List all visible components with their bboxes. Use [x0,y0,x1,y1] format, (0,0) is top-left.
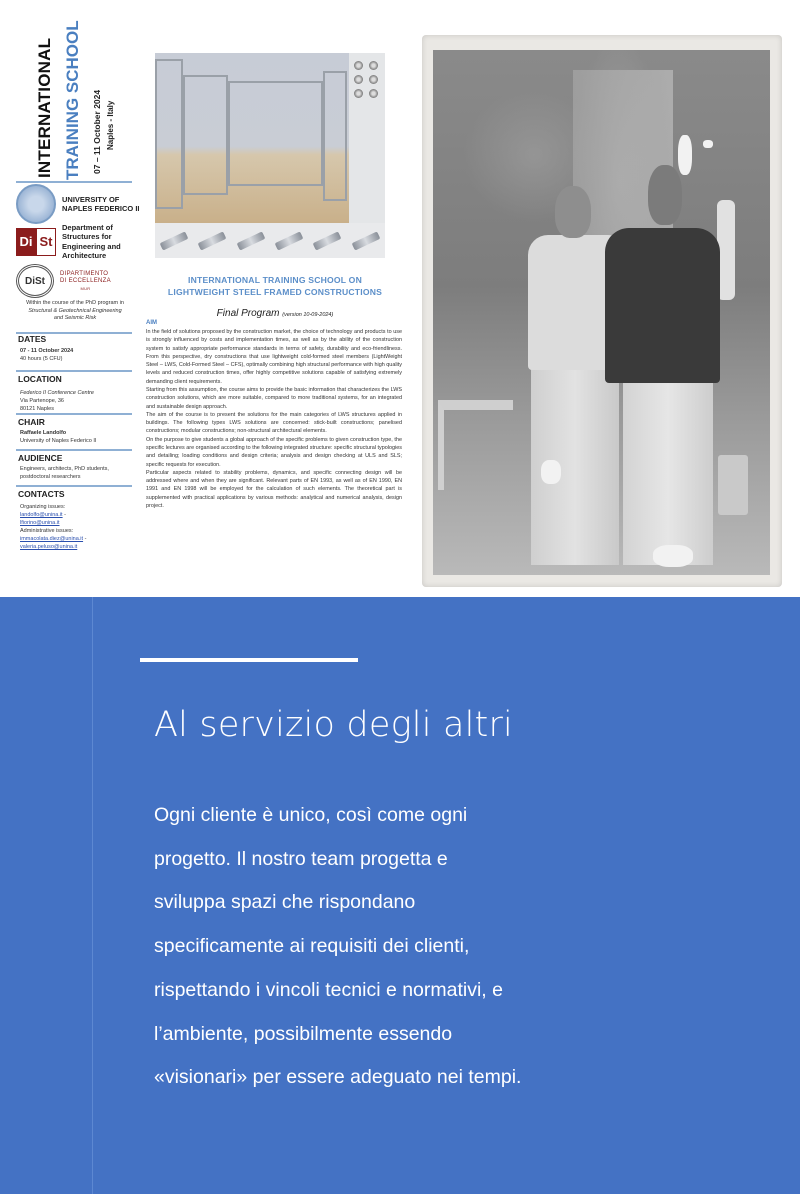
department-name: Department of Structures for Engineering and Architecture [62,223,121,261]
chair-heading: CHAIR [18,417,45,427]
panel-body [154,794,714,1100]
aim-body [146,328,402,510]
email-link[interactable]: lfiorino@unina.it [20,519,60,526]
bolt-icon [369,75,378,84]
body-line: l’ambiente, possibilmente essendo [154,1022,453,1045]
accent-rule [140,658,358,662]
dates-text: 07 - 11 October 2024 40 hours (5 CFU) [20,348,74,362]
vintage-photo [422,35,782,587]
laurel-badge-icon: DiSt [16,264,54,298]
divider [16,370,132,372]
contacts-text: Organizing issues: landolfo@unina.it - lfiorino@unina.it Administrative issues: immacolata.diez@unina.it - valeria.peluso@unina.it [20,504,87,550]
bolt-icon [369,61,378,70]
body-line: specificamente ai requisiti dei clienti, [154,935,470,958]
dist-logo-icon: Di St [16,228,56,256]
vertical-divider [92,597,93,1194]
steel-framing-image [155,53,385,258]
final-program-heading: Final Program (version 10-09-2024) [216,308,334,319]
aim-heading: AIM [146,320,157,326]
aim-paragraph: The aim of the course is to present the solutions for the main categories of LWS structures applied in buildings. The following types LWS solutions are concerned: stick-built constructions; panelised constructions; modular constructions; non-structural architectural elements. [146,411,402,435]
title-place: Naples - Italy [106,100,115,150]
document-title: INTERNATIONAL TRAINING SCHOOL ON LIGHTWEIGHT STEEL FRAMED CONSTRUCTIONS [167,275,383,298]
university-name: UNIVERSITY OF NAPLES FEDERICO II [62,194,140,213]
location-heading: LOCATION [18,374,62,384]
university-logo-row [16,184,140,224]
location-text: Federico II Conference Centre Via Partenope, 36 80121 Naples [20,390,94,412]
body-line: progetto. Il nostro team progetta e [154,847,448,870]
bolt-icon [354,61,363,70]
bolt-icon [354,89,363,98]
steel-components-column [349,53,385,223]
bolt-icon [369,89,378,98]
department-logo-row [16,223,121,261]
steel-profiles-row [155,223,385,258]
excellence-text: DIPARTIMENTO DI ECCELLENZA MUR [60,270,111,292]
bolt-icon [354,75,363,84]
body-line: sviluppa spazi che rispondano [154,891,416,914]
divider [16,485,132,487]
aim-paragraph: Starting from this assumption, the course aims to provide the basic information that characterizes the LWS construction solutions, which are more suitable, compared to more traditional systems, for an integrated and sustainable design approach. [146,386,402,410]
phd-note: Within the course of the PhD program in Structural & Geotechnical Engineering and Seismic Risk [26,300,124,322]
body-line: «visionari» per essere adeguato nei tempi. [154,1066,522,1089]
chair-text: Raffaele Landolfo University of Naples Federico II [20,430,97,444]
vertical-title [14,20,134,180]
university-seal-icon [16,184,56,224]
title-dates: 07 – 11 October 2024 [92,89,102,174]
divider [16,449,132,451]
photo-image [433,50,770,575]
audience-text: Engineers, architects, PhD students, postdoctoral researchers [20,466,109,480]
aim-paragraph: Particular aspects related to stability problems, dynamics, and specific connecting design will be addressed where and when they are significant. Relevant parts of EN 1993, as well as of EN 1990, EN 1991 and EN 1998 will be employed for the calculation of such elements. The theoretical part is supplemented with practical applications by various methods: analytical and numerical analysis, design project. [146,469,402,509]
divider [16,413,132,415]
brochure-page [0,0,410,596]
audience-heading: AUDIENCE [18,453,63,463]
person-right [605,228,720,383]
steel-frame-photo [155,53,349,223]
title-training-school: TRAINING SCHOOL [63,20,82,180]
blue-text-panel [0,597,800,1194]
email-link[interactable]: landolfo@unina.it [20,511,63,518]
body-line: rispettando i vincoli tecnici e normativi, e [154,978,503,1001]
contacts-heading: CONTACTS [18,489,65,499]
title-international: INTERNATIONAL [35,37,54,178]
aim-paragraph: In the field of solutions proposed by the construction market, the choice of technology and products to use is strongly influenced by costs and implementation times, as well as by the ability of the construction system to satisfy appropriate performance standards in terms of safety, durability and eco-friendliness. From this perspective, dry constructions that use lightweight cold-formed steel members (LightWeight Steel – LWS, Cold-Formed Steel – CFS), optimally combining high structural performance with high quality levels and reduced construction times, offer highly competitive solutions capable of satisfying extremely demanding client requirements. [146,329,402,385]
workbench [438,400,513,490]
panel-title: Al servizio degli altri [154,705,513,745]
dates-heading: DATES [18,334,47,344]
email-link[interactable]: valeria.peluso@unina.it [20,543,78,550]
aim-paragraph: On the purpose to give students a global approach of the specific problems to given construction type, the specific lectures are organised according to the following integrated structure: specific structural typologies and detailing; loading conditions and design criteria; analysis and design checking at ULS and SLS; specific requests for execution. [146,436,402,468]
body-line: Ogni cliente è unico, così come ogni [154,804,468,826]
excellence-logo-row [16,264,111,298]
email-link[interactable]: immacolata.diez@unina.it [20,535,84,542]
divider [16,181,132,183]
